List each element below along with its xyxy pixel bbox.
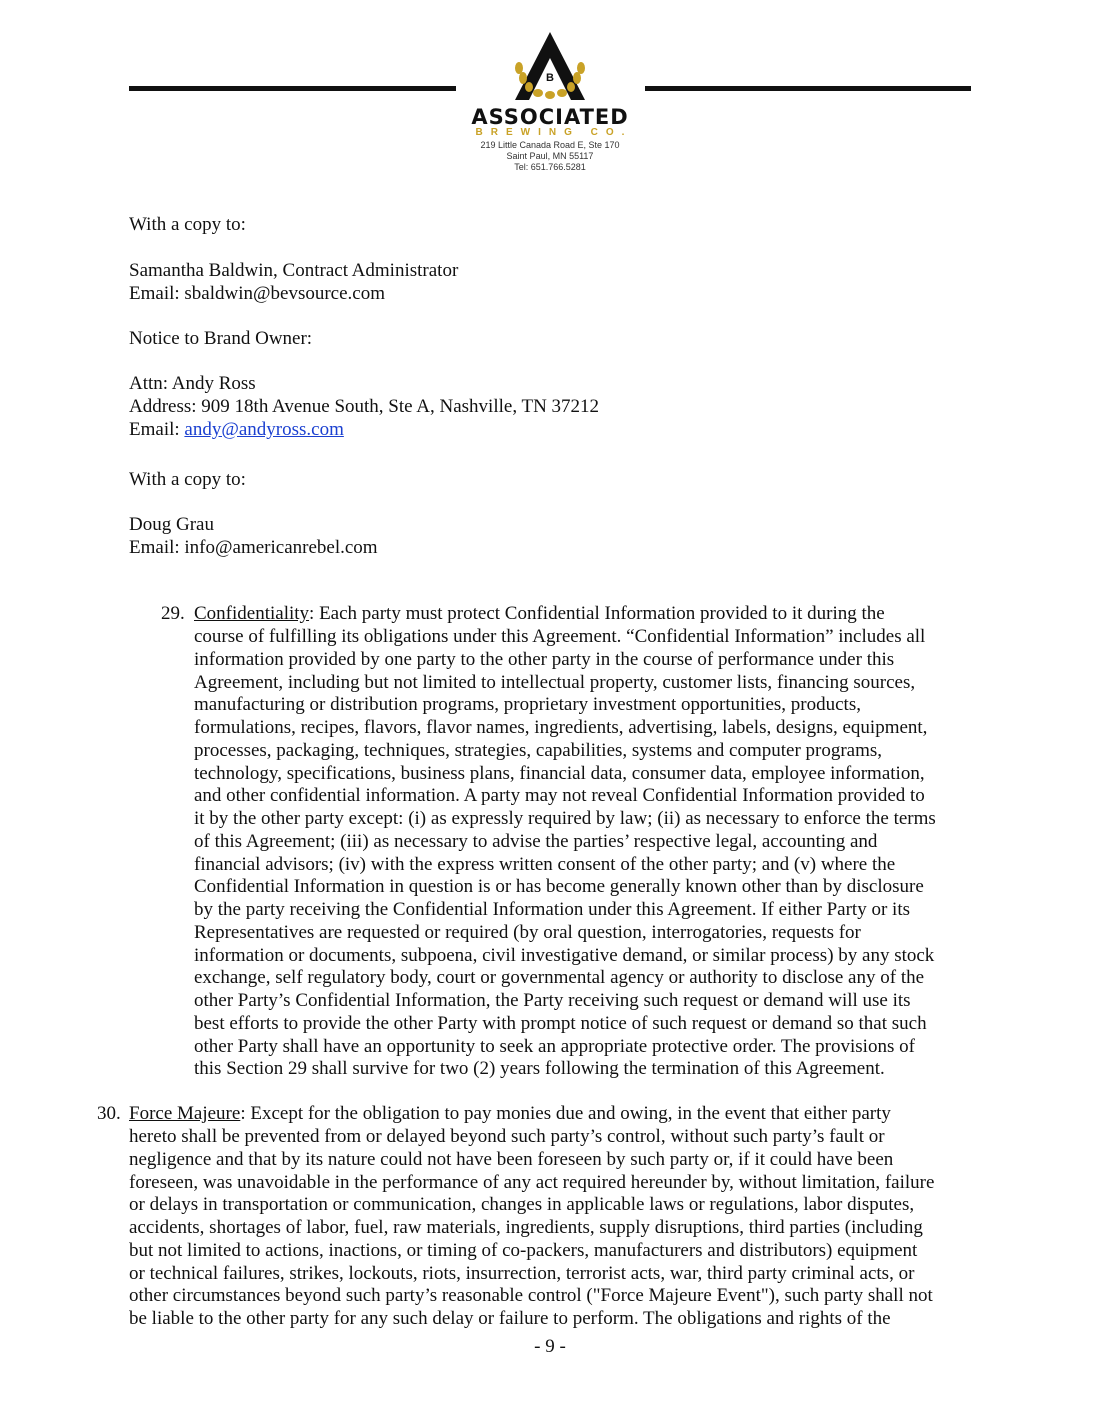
paragraph-line: information or documents, subpoena, civil investigative demand, or similar process) by any stock — [194, 944, 935, 966]
paragraph-line: but not limited to actions, inactions, or timing of co-packers, manufacturers and distributors) equipment — [129, 1239, 918, 1261]
address-line: Tel: 651.766.5281 — [514, 162, 586, 172]
email-line: Email: andy@andyross.com — [129, 419, 344, 440]
brand-subtitle: BREWING CO. — [475, 127, 633, 138]
contact-name: Samantha Baldwin, Contract Administrator — [129, 260, 459, 281]
paragraph-line: foreseen, was unavoidable in the performance of any act required hereunder by, without limitation, failure — [129, 1171, 935, 1193]
paragraph-line: Representatives are requested or required (by oral question, interrogatories, requests for — [194, 921, 861, 943]
svg-text:B: B — [546, 72, 554, 84]
paragraph-line: and other confidential information. A party may not reveal Confidential Information provided to — [194, 785, 925, 807]
section-number: 29. — [161, 603, 185, 624]
address-line: Saint Paul, MN 55117 — [506, 151, 594, 161]
paragraph-line: it by the other party except: (i) as expressly required by law; (ii) as necessary to enforce the terms — [194, 808, 936, 829]
paragraph-line: by the party receiving the Confidential Information under this Agreement. If either Party or its — [194, 899, 910, 920]
paragraph-line: or delays in transportation or communication, changes in applicable laws or regulations, labor disputes, — [129, 1194, 915, 1216]
paragraph-line: or technical failures, strikes, lockouts, riots, insurrection, terrorist acts, war, third party criminal acts, or — [129, 1262, 915, 1284]
paragraph-line: Agreement, including but not limited to intellectual property, customer lists, financing sources, — [194, 671, 916, 693]
attn-line: Attn: Andy Ross — [129, 373, 256, 394]
page-number: - 9 - — [534, 1336, 566, 1357]
notice-label: Notice to Brand Owner: — [129, 328, 313, 349]
paragraph-line: course of fulfilling its obligations under this Agreement. “Confidential Information” includes all — [194, 626, 926, 647]
address-line: Address: 909 18th Avenue South, Ste A, Nashville, TN 37212 — [129, 396, 600, 417]
paragraph-line: hereto shall be prevented from or delayed beyond such party’s control, without such party’s fault or — [129, 1126, 885, 1147]
paragraph-line: exchange, self regulatory body, court or governmental agency or authority to disclose any of the — [194, 967, 925, 989]
email-link[interactable]: andy@andyross.com — [184, 419, 344, 440]
paragraph-line: accidents, shortages of labor, fuel, raw materials, ingredients, supply disruptions, third parties (including — [129, 1217, 923, 1238]
header-rule-right — [645, 86, 971, 91]
contact-email: Email: sbaldwin@bevsource.com — [129, 283, 385, 304]
paragraph-line: other circumstances beyond such party’s reasonable control ("Force Majeure Event"), such party shall not — [129, 1285, 933, 1307]
brand-name: ASSOCIATED — [471, 105, 629, 129]
paragraph-line: other Party’s Confidential Information, the Party receiving such request or demand will use its — [194, 990, 911, 1011]
copy-to-label: With a copy to: — [129, 214, 246, 235]
paragraph-line: formulations, recipes, flavors, flavor names, ingredients, advertising, labels, designs, equipment, — [194, 717, 928, 738]
company-logo — [450, 30, 650, 173]
address-line: 219 Little Canada Road E, Ste 170 — [480, 140, 620, 150]
paragraph-line: other Party shall have an opportunity to seek an appropriate protective order. The provisions of — [194, 1035, 915, 1057]
header-rule-left — [129, 86, 456, 91]
paragraph-line: financial advisors; (iv) with the express written consent of the other party; and (v) where the — [194, 853, 896, 875]
section-title: Confidentiality — [194, 603, 310, 624]
paragraph-line: be liable to the other party for any such delay or failure to perform. The obligations and rights of the — [129, 1308, 891, 1329]
contact-email: Email: info@americanrebel.com — [129, 537, 378, 558]
paragraph-line: information provided by one party to the other party in the course of performance under this — [194, 648, 895, 670]
company-address — [450, 140, 650, 173]
paragraph-line: of this Agreement; (iii) as necessary to advise the parties’ respective legal, accounting and — [194, 830, 878, 852]
paragraph-line: Confidential Information in question is or has become generally known other than by disclosure — [194, 876, 924, 898]
contact-name: Doug Grau — [129, 514, 214, 535]
section-title: Force Majeure — [129, 1103, 241, 1124]
copy-to-label: With a copy to: — [129, 469, 246, 490]
section-30-first-line: Force Majeure: Except for the obligation to pay monies due and owing, in the event that either party — [129, 1103, 891, 1124]
section-29-first-line: Confidentiality: Each party must protect Confidential Information provided to it during the — [194, 603, 885, 624]
paragraph-line: manufacturing or distribution programs, proprietary investment opportunities, products, — [194, 694, 861, 716]
paragraph-line: negligence and that by its nature could not have been foreseen by such party or, if it could have been — [129, 1148, 894, 1170]
paragraph-line: this Section 29 shall survive for two (2) years following the termination of this Agreement. — [194, 1058, 885, 1080]
paragraph-line: processes, packaging, techniques, strategies, capabilities, systems and computer programs, — [194, 739, 883, 761]
paragraph-line: best efforts to provide the other Party with prompt notice of such request or demand so that such — [194, 1012, 927, 1034]
paragraph-line: technology, specifications, business plans, financial data, consumer data, employee information, — [194, 762, 925, 784]
logo-mark-icon — [505, 30, 595, 102]
section-number: 30. — [97, 1103, 121, 1124]
